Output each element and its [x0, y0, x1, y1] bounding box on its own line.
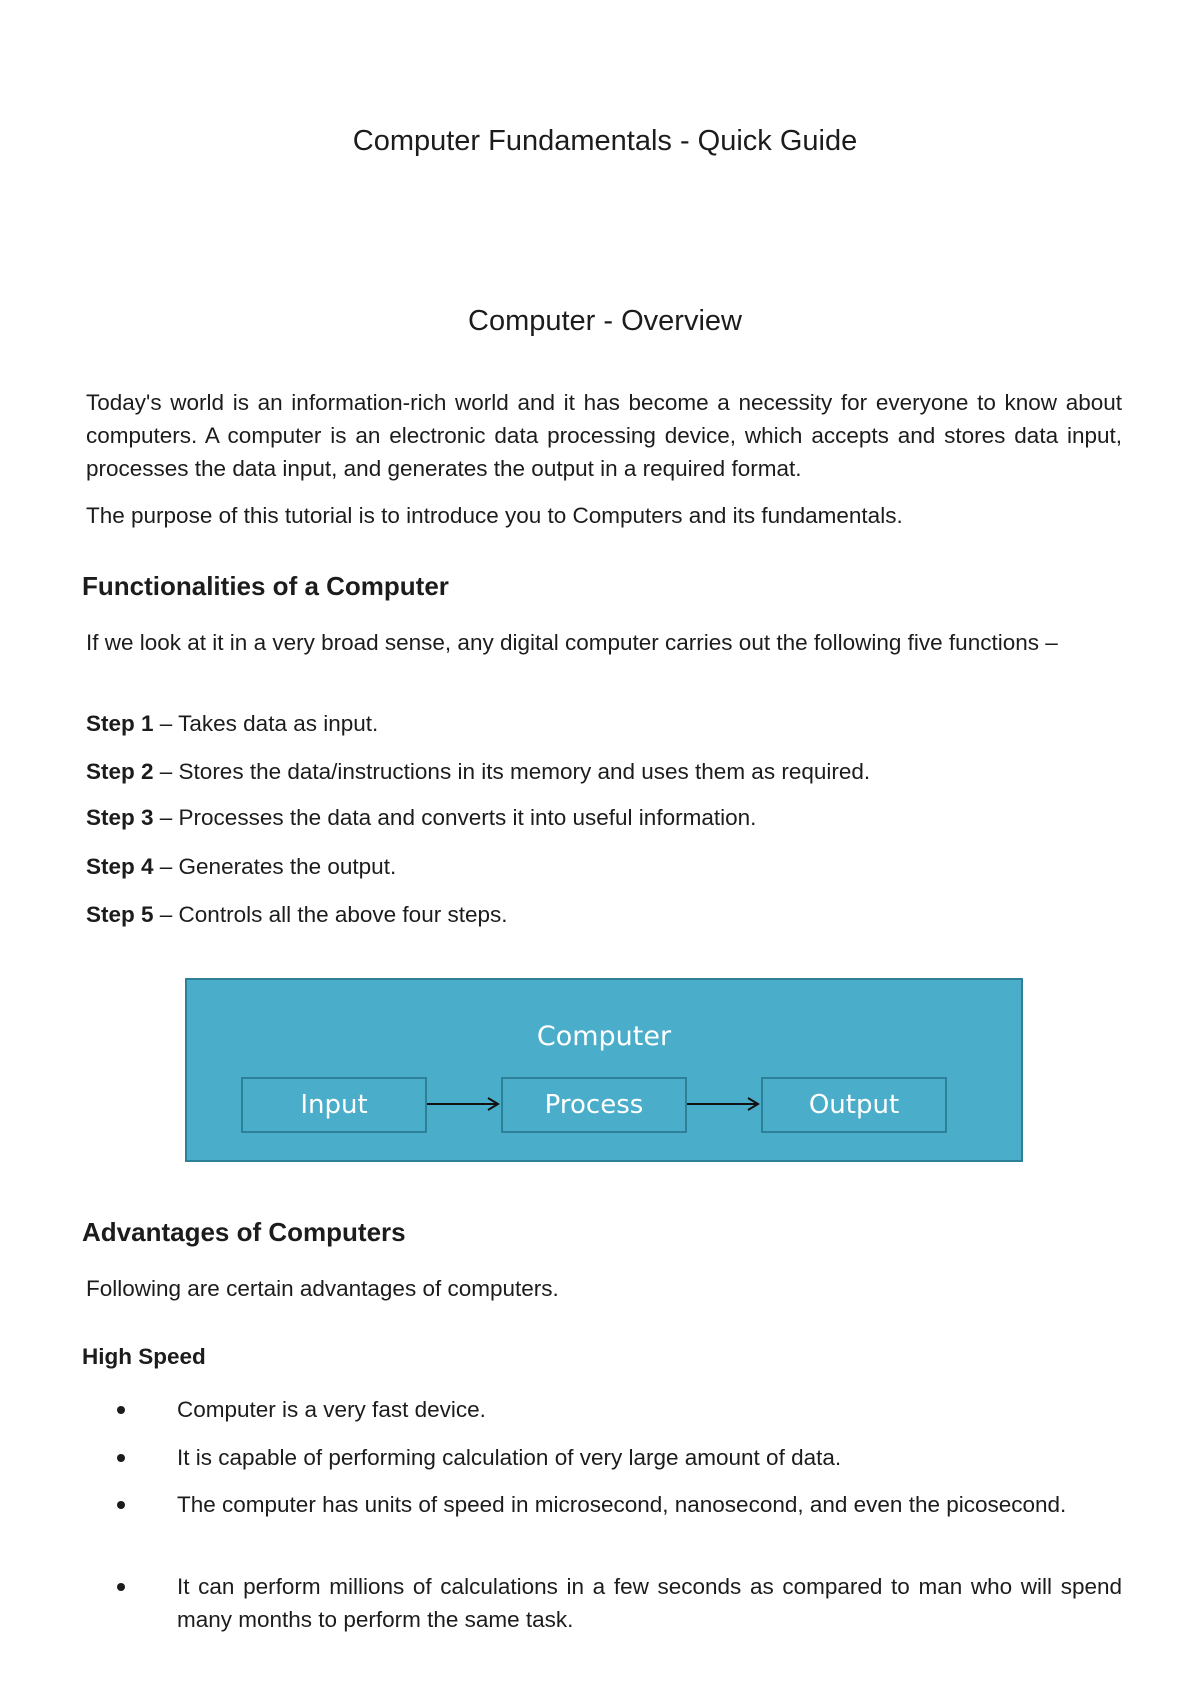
step-item: [86, 801, 756, 834]
list-item-text: Computer is a very fast device.: [177, 1397, 486, 1422]
step-text: – Takes data as input.: [153, 711, 379, 736]
list-item-text: It is capable of performing calculation of very large amount of data.: [177, 1445, 842, 1470]
bullet-icon: [117, 1583, 125, 1591]
step-text: – Generates the output.: [153, 854, 397, 879]
step-item: [86, 898, 507, 931]
diagram-arrows: [187, 980, 1021, 1160]
intro-paragraph: Today's world is an information-rich world and it has become a necessity for everyone to know about computers. A computer is an electronic data processing device, which accepts and stores data input, processes the data input, and generates the output in a required format.: [86, 390, 1122, 481]
step-item: [86, 850, 396, 883]
list-item-text: The computer has units of speed in microsecond, nanosecond, and even the picosecond.: [177, 1492, 1067, 1517]
advantages-intro: Following are certain advantages of computers.: [86, 1276, 559, 1301]
step-item: [86, 755, 870, 788]
step-label: Step 1: [86, 711, 154, 736]
step-label: Step 3: [86, 805, 154, 830]
output-box: Output: [761, 1077, 947, 1133]
step-item: [86, 707, 378, 740]
functionalities-intro: If we look at it in a very broad sense, any digital computer carries out the following five functions –: [86, 630, 1058, 655]
step-text: – Stores the data/instructions in its memory and uses them as required.: [153, 759, 871, 784]
step-label: Step 4: [86, 854, 154, 879]
bullet-icon: [117, 1406, 125, 1414]
process-box: Process: [501, 1077, 687, 1133]
step-text: – Processes the data and converts it into useful information.: [153, 805, 757, 830]
computer-diagram: [185, 978, 1023, 1162]
input-box: Input: [241, 1077, 427, 1133]
step-label: Step 2: [86, 759, 154, 784]
functionalities-heading: Functionalities of a Computer: [82, 571, 449, 601]
list-item-text: It can perform millions of calculations in a few seconds as compared to man who will spend many months to perform the same task.: [177, 1574, 1122, 1632]
bullet-icon: [117, 1501, 125, 1509]
bullet-icon: [117, 1454, 125, 1462]
step-text: – Controls all the above four steps.: [153, 902, 508, 927]
document-title: Computer Fundamentals - Quick Guide: [352, 125, 858, 157]
advantages-heading: Advantages of Computers: [82, 1217, 406, 1247]
section-title: Computer - Overview: [468, 305, 742, 337]
purpose-paragraph: The purpose of this tutorial is to introduce you to Computers and its fundamentals.: [86, 503, 903, 528]
step-label: Step 5: [86, 902, 154, 927]
diagram-title: Computer: [536, 1021, 672, 1052]
high-speed-heading: High Speed: [82, 1344, 206, 1369]
